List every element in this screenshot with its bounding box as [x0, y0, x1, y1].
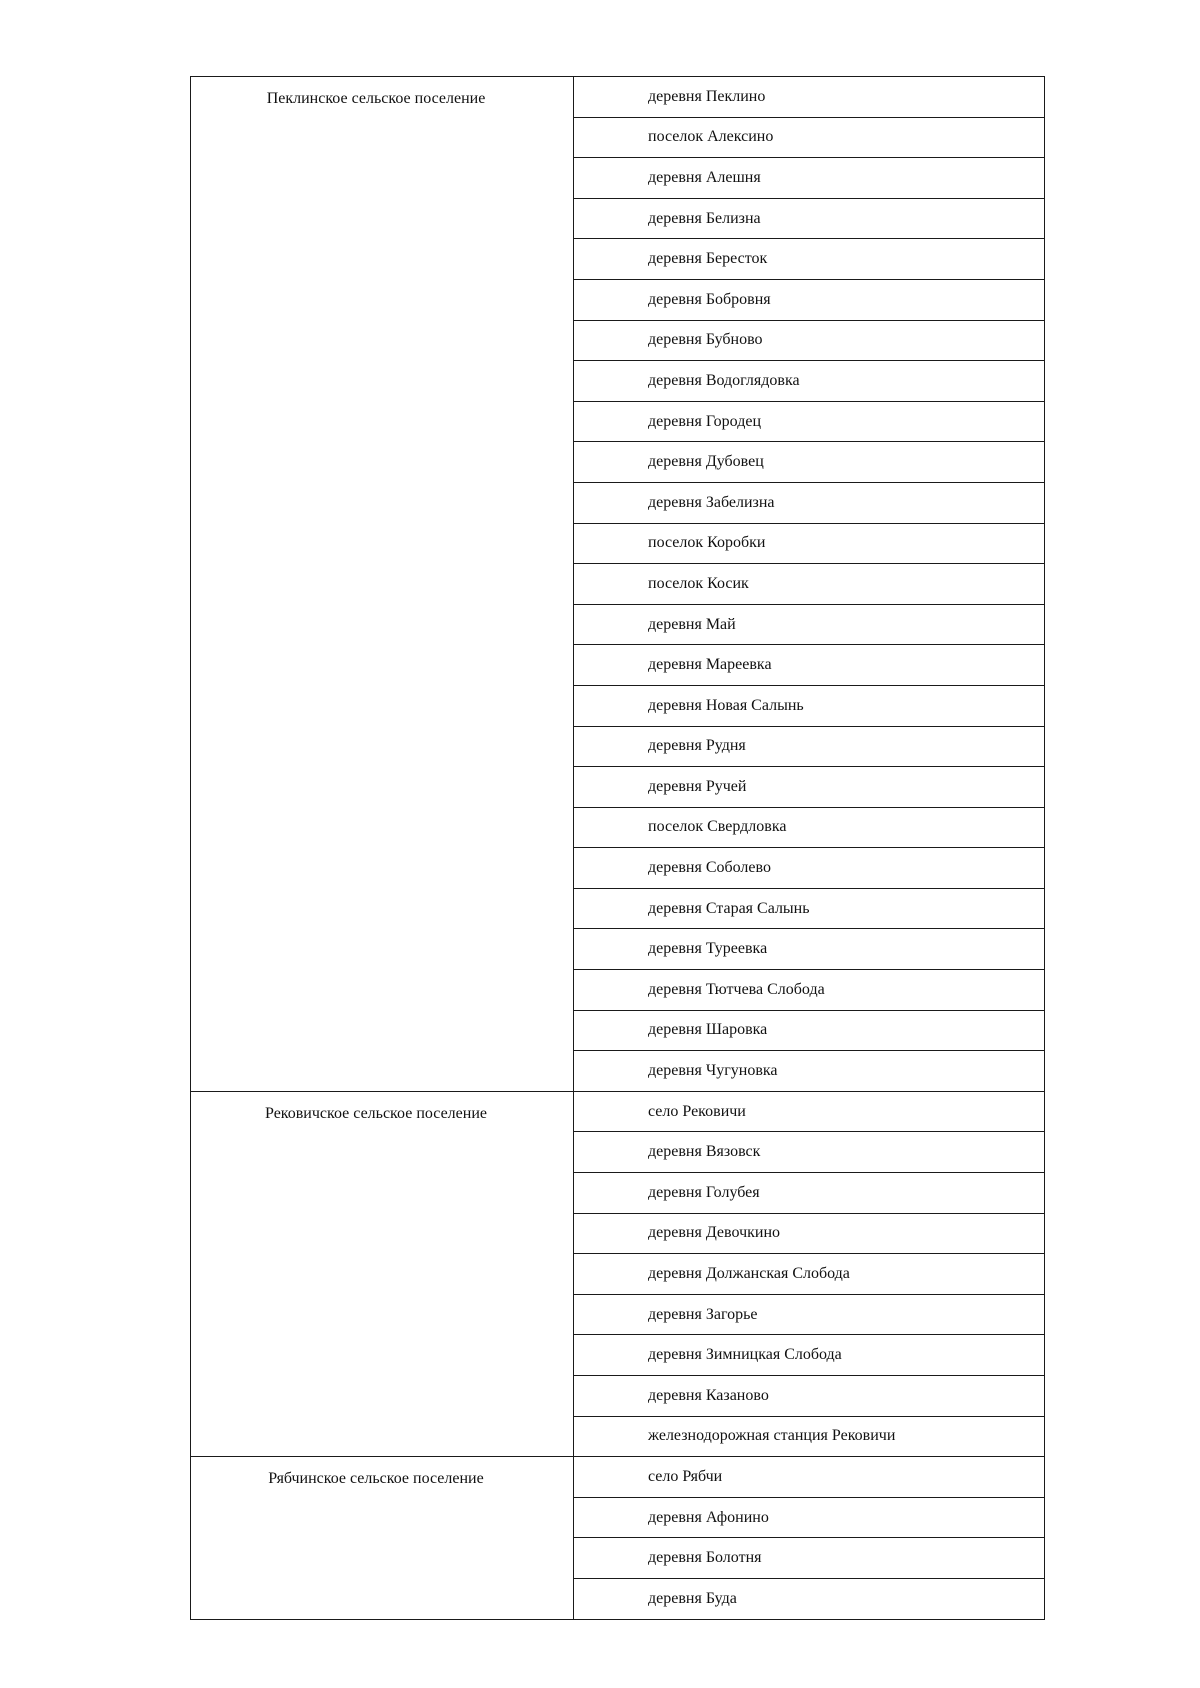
settlement-name: Рябчинское сельское поселение: [191, 1457, 574, 1619]
village-name: деревня Алешня: [574, 158, 1045, 199]
village-name: деревня Соболево: [574, 848, 1045, 889]
village-name: деревня Мареевка: [574, 645, 1045, 686]
village-name: деревня Городец: [574, 401, 1045, 442]
village-name: деревня Бобровня: [574, 279, 1045, 320]
village-name: деревня Голубея: [574, 1173, 1045, 1214]
village-name: поселок Косик: [574, 564, 1045, 605]
village-name: деревня Бересток: [574, 239, 1045, 280]
village-name: железнодорожная станция Рековичи: [574, 1416, 1045, 1457]
village-name: село Рековичи: [574, 1091, 1045, 1132]
table-row: [191, 1091, 1045, 1132]
village-name: деревня Зимницкая Слобода: [574, 1335, 1045, 1376]
village-name: деревня Туреевка: [574, 929, 1045, 970]
village-name: деревня Пеклино: [574, 77, 1045, 118]
village-name: деревня Шаровка: [574, 1010, 1045, 1051]
village-name: деревня Май: [574, 604, 1045, 645]
table-row: [191, 1457, 1045, 1498]
village-name: деревня Рудня: [574, 726, 1045, 767]
village-name: село Рябчи: [574, 1457, 1045, 1498]
village-name: деревня Болотня: [574, 1538, 1045, 1579]
village-name: поселок Коробки: [574, 523, 1045, 564]
village-name: деревня Должанская Слобода: [574, 1254, 1045, 1295]
village-name: деревня Девочкино: [574, 1213, 1045, 1254]
table-row: [191, 77, 1045, 118]
settlement-name: Пеклинское сельское поселение: [191, 77, 574, 1092]
village-name: поселок Свердловка: [574, 807, 1045, 848]
village-name: деревня Буда: [574, 1578, 1045, 1619]
village-name: деревня Белизна: [574, 198, 1045, 239]
village-name: деревня Дубовец: [574, 442, 1045, 483]
village-name: деревня Казаново: [574, 1376, 1045, 1417]
settlement-name: Рековичское сельское поселение: [191, 1091, 574, 1456]
village-name: поселок Алексино: [574, 117, 1045, 158]
village-name: деревня Афонино: [574, 1497, 1045, 1538]
village-name: деревня Чугуновка: [574, 1051, 1045, 1092]
village-name: деревня Водоглядовка: [574, 361, 1045, 402]
settlements-table: [190, 76, 1045, 1620]
village-name: деревня Тютчева Слобода: [574, 970, 1045, 1011]
village-name: деревня Бубново: [574, 320, 1045, 361]
village-name: деревня Загорье: [574, 1294, 1045, 1335]
village-name: деревня Ручей: [574, 767, 1045, 808]
village-name: деревня Забелизна: [574, 482, 1045, 523]
village-name: деревня Новая Салынь: [574, 685, 1045, 726]
village-name: деревня Старая Салынь: [574, 888, 1045, 929]
village-name: деревня Вязовск: [574, 1132, 1045, 1173]
settlements-table-body: [191, 77, 1045, 1620]
